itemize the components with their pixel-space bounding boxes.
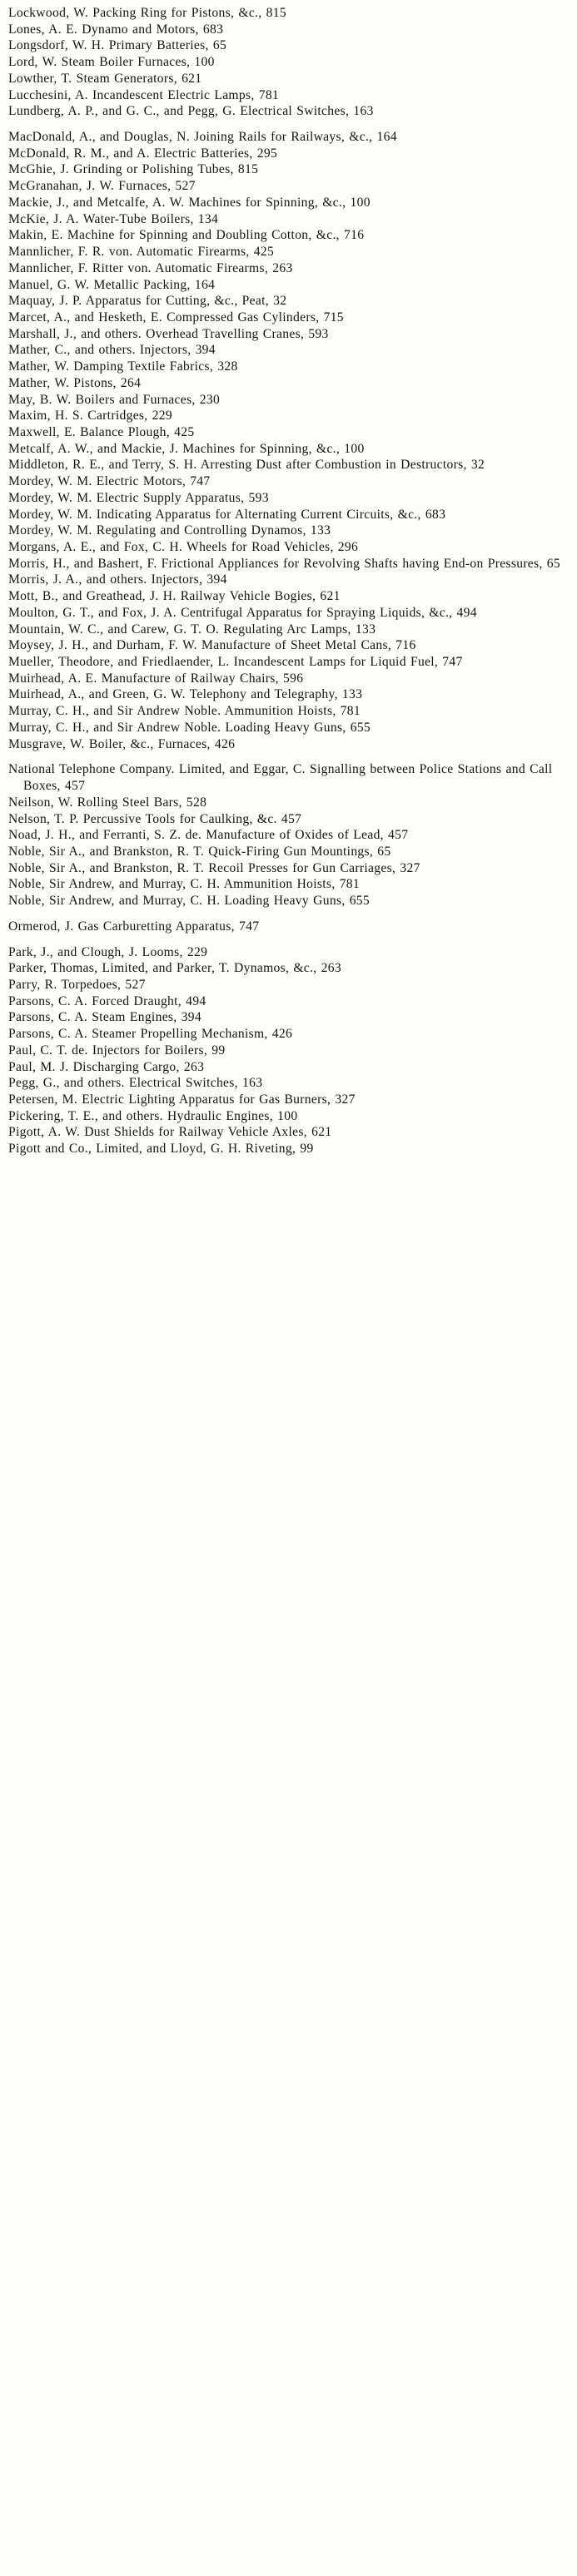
index-entry: Mott, B., and Greathead, J. H. Railway Vehicle Bogies, 621 [8,589,341,604]
index-entry: Mordey, W. M. Electric Supply Apparatus, 593 [8,490,269,505]
index-entry: Mather, C., and others. Injectors, 394 [8,343,216,358]
index-entry: Pegg, G., and others. Electrical Switches, 163 [8,1076,263,1091]
index-entry: Lockwood, W. Packing Ring for Pistons, &c., 815 [8,6,286,20]
index-entry: Murray, C. H., and Sir Andrew Noble. Loading Heavy Guns, 655 [8,720,371,735]
index-entry: Mannlicher, F. R. von. Automatic Firearms, 425 [8,245,275,260]
entry-group-separator [8,120,562,129]
index-entry: Mannlicher, F. Ritter von. Automatic Firearms, 263 [8,260,293,275]
index-entry: Manuel, G. W. Metallic Packing, 164 [8,277,216,292]
index-entry: Noad, J. H., and Ferranti, S. Z. de. Manufacture of Oxides of Lead, 457 [8,828,409,843]
index-entry: Pigott, A. W. Dust Shields for Railway Vehicle Axles, 621 [8,1125,332,1140]
index-entry: Mordey, W. M. Indicating Apparatus for Alternating Current Circuits, &c., 683 [8,507,446,522]
index-entry: Parsons, C. A. Forced Draught, 494 [8,993,206,1008]
index-entry: Lowther, T. Steam Generators, 621 [8,71,202,86]
index-entry: Lord, W. Steam Boiler Furnaces, 100 [8,55,215,70]
index-entry: National Telephone Company. Limited, and Eggar, C. Signalling between Police Stations and Call Boxes, 457 [8,762,553,794]
index-entry: Marshall, J., and others. Overhead Travelling Cranes, 593 [8,326,329,341]
index-entry: Lucchesini, A. Incandescent Electric Lamps, 781 [8,87,280,102]
index-entry: Morris, J. A., and others. Injectors, 394 [8,572,227,587]
index-entry: Morris, H., and Bashert, F. Frictional Appliances for Revolving Shafts having End-on Pressures, 65 [8,556,560,571]
index-entry: Noble, Sir Andrew, and Murray, C. H. Ammunition Hoists, 781 [8,877,360,892]
index-entry: Muirhead, A., and Green, G. W. Telephony and Telegraphy, 133 [8,687,363,702]
index-entry: Murray, C. H., and Sir Andrew Noble. Ammunition Hoists, 781 [8,704,361,719]
index-entry: Parsons, C. A. Steamer Propelling Mechanism, 426 [8,1027,293,1042]
entry-group-separator [8,909,562,919]
index-entry: Makin, E. Machine for Spinning and Doubling Cotton, &c., 716 [8,228,365,243]
index-entry: Morgans, A. E., and Fox, C. H. Wheels for Road Vehicles, 296 [8,540,359,554]
index-entry: Parsons, C. A. Steam Engines, 394 [8,1010,201,1025]
index-entry: Parry, R. Torpedoes, 527 [8,977,146,992]
index-group-n [8,761,562,909]
index-entry: Nelson, T. P. Percussive Tools for Caulking, &c. 457 [8,811,302,826]
index-entry: Mordey, W. M. Electric Motors, 747 [8,474,211,489]
index-entry: Lundberg, A. P., and G. C., and Pegg, G. Electrical Switches, 163 [8,104,374,119]
index-entry: Mueller, Theodore, and Friedlaender, L. Incandescent Lamps for Liquid Fuel, 747 [8,655,463,670]
index-entry: Noble, Sir A., and Brankston, R. T. Quick-Firing Gun Mountings, 65 [8,844,391,859]
index-entry: Marcet, A., and Hesketh, E. Compressed Gas Cylinders, 715 [8,310,344,324]
index-entry: Paul, M. J. Discharging Cargo, 263 [8,1059,205,1074]
index-entry: McGranahan, J. W. Furnaces, 527 [8,179,196,194]
index-entry: Mather, W. Pistons, 264 [8,375,142,390]
index-entry: Moysey, J. H., and Durham, F. W. Manufacture of Sheet Metal Cans, 716 [8,638,416,653]
index-entry: Park, J., and Clough, J. Looms, 229 [8,944,208,959]
index-entry: Musgrave, W. Boiler, &c., Furnaces, 426 [8,736,236,751]
index-entry: Maquay, J. P. Apparatus for Cutting, &c., Peat, 32 [8,294,287,309]
index-entry: Metcalf, A. W., and Mackie, J. Machines for Spinning, &c., 100 [8,441,365,456]
index-entry: McGhie, J. Grinding or Polishing Tubes, 815 [8,162,259,177]
index-group-l [8,5,562,120]
index-entry: Mather, W. Damping Textile Fabrics, 328 [8,359,238,374]
index-entry: Longsdorf, W. H. Primary Batteries, 65 [8,38,227,53]
index-entry: Pickering, T. E., and others. Hydraulic Engines, 100 [8,1108,298,1123]
index-entry: Mountain, W. C., and Carew, G. T. O. Regulating Arc Lamps, 133 [8,622,376,637]
index-entry-list [8,5,562,1157]
index-group-o [8,919,562,935]
index-entry: McDonald, R. M., and A. Electric Batteries, 295 [8,146,278,161]
index-group-p [8,944,562,1157]
index-entry: Maxwell, E. Balance Plough, 425 [8,424,195,439]
index-entry: Ormerod, J. Gas Carburetting Apparatus, 747 [8,919,260,934]
index-entry: Petersen, M. Electric Lighting Apparatus for Gas Burners, 327 [8,1092,356,1107]
index-group-m [8,129,562,752]
index-entry: Lones, A. E. Dynamo and Motors, 683 [8,22,224,37]
index-entry: Moulton, G. T., and Fox, J. A. Centrifugal Apparatus for Spraying Liquids, &c., 494 [8,605,477,620]
entry-group-separator [8,935,562,944]
index-entry: MacDonald, A., and Douglas, N. Joining Rails for Railways, &c., 164 [8,130,397,145]
entry-group-separator [8,752,562,761]
index-entry: May, B. W. Boilers and Furnaces, 230 [8,392,221,407]
index-entry: Noble, Sir A., and Brankston, R. T. Recoil Presses for Gun Carriages, 327 [8,860,420,875]
index-entry: Middleton, R. E., and Terry, S. H. Arresting Dust after Combustion in Destructors, 32 [8,458,485,473]
index-entry: Mackie, J., and Metcalfe, A. W. Machines for Spinning, &c., 100 [8,195,371,210]
index-entry: Mordey, W. M. Regulating and Controlling Dynamos, 133 [8,523,331,538]
index-entry: Noble, Sir Andrew, and Murray, C. H. Loading Heavy Guns, 655 [8,894,371,909]
index-entry: Parker, Thomas, Limited, and Parker, T. Dynamos, &c., 263 [8,961,341,976]
index-entry: McKie, J. A. Water-Tube Boilers, 134 [8,211,219,226]
index-entry: Neilson, W. Rolling Steel Bars, 528 [8,795,207,810]
index-entry: Pigott and Co., Limited, and Lloyd, G. H. Riveting, 99 [8,1142,314,1157]
index-entry: Maxim, H. S. Cartridges, 229 [8,409,172,424]
index-entry: Paul, C. T. de. Injectors for Boilers, 99 [8,1043,226,1058]
index-entry: Muirhead, A. E. Manufacture of Railway Chairs, 596 [8,671,304,686]
